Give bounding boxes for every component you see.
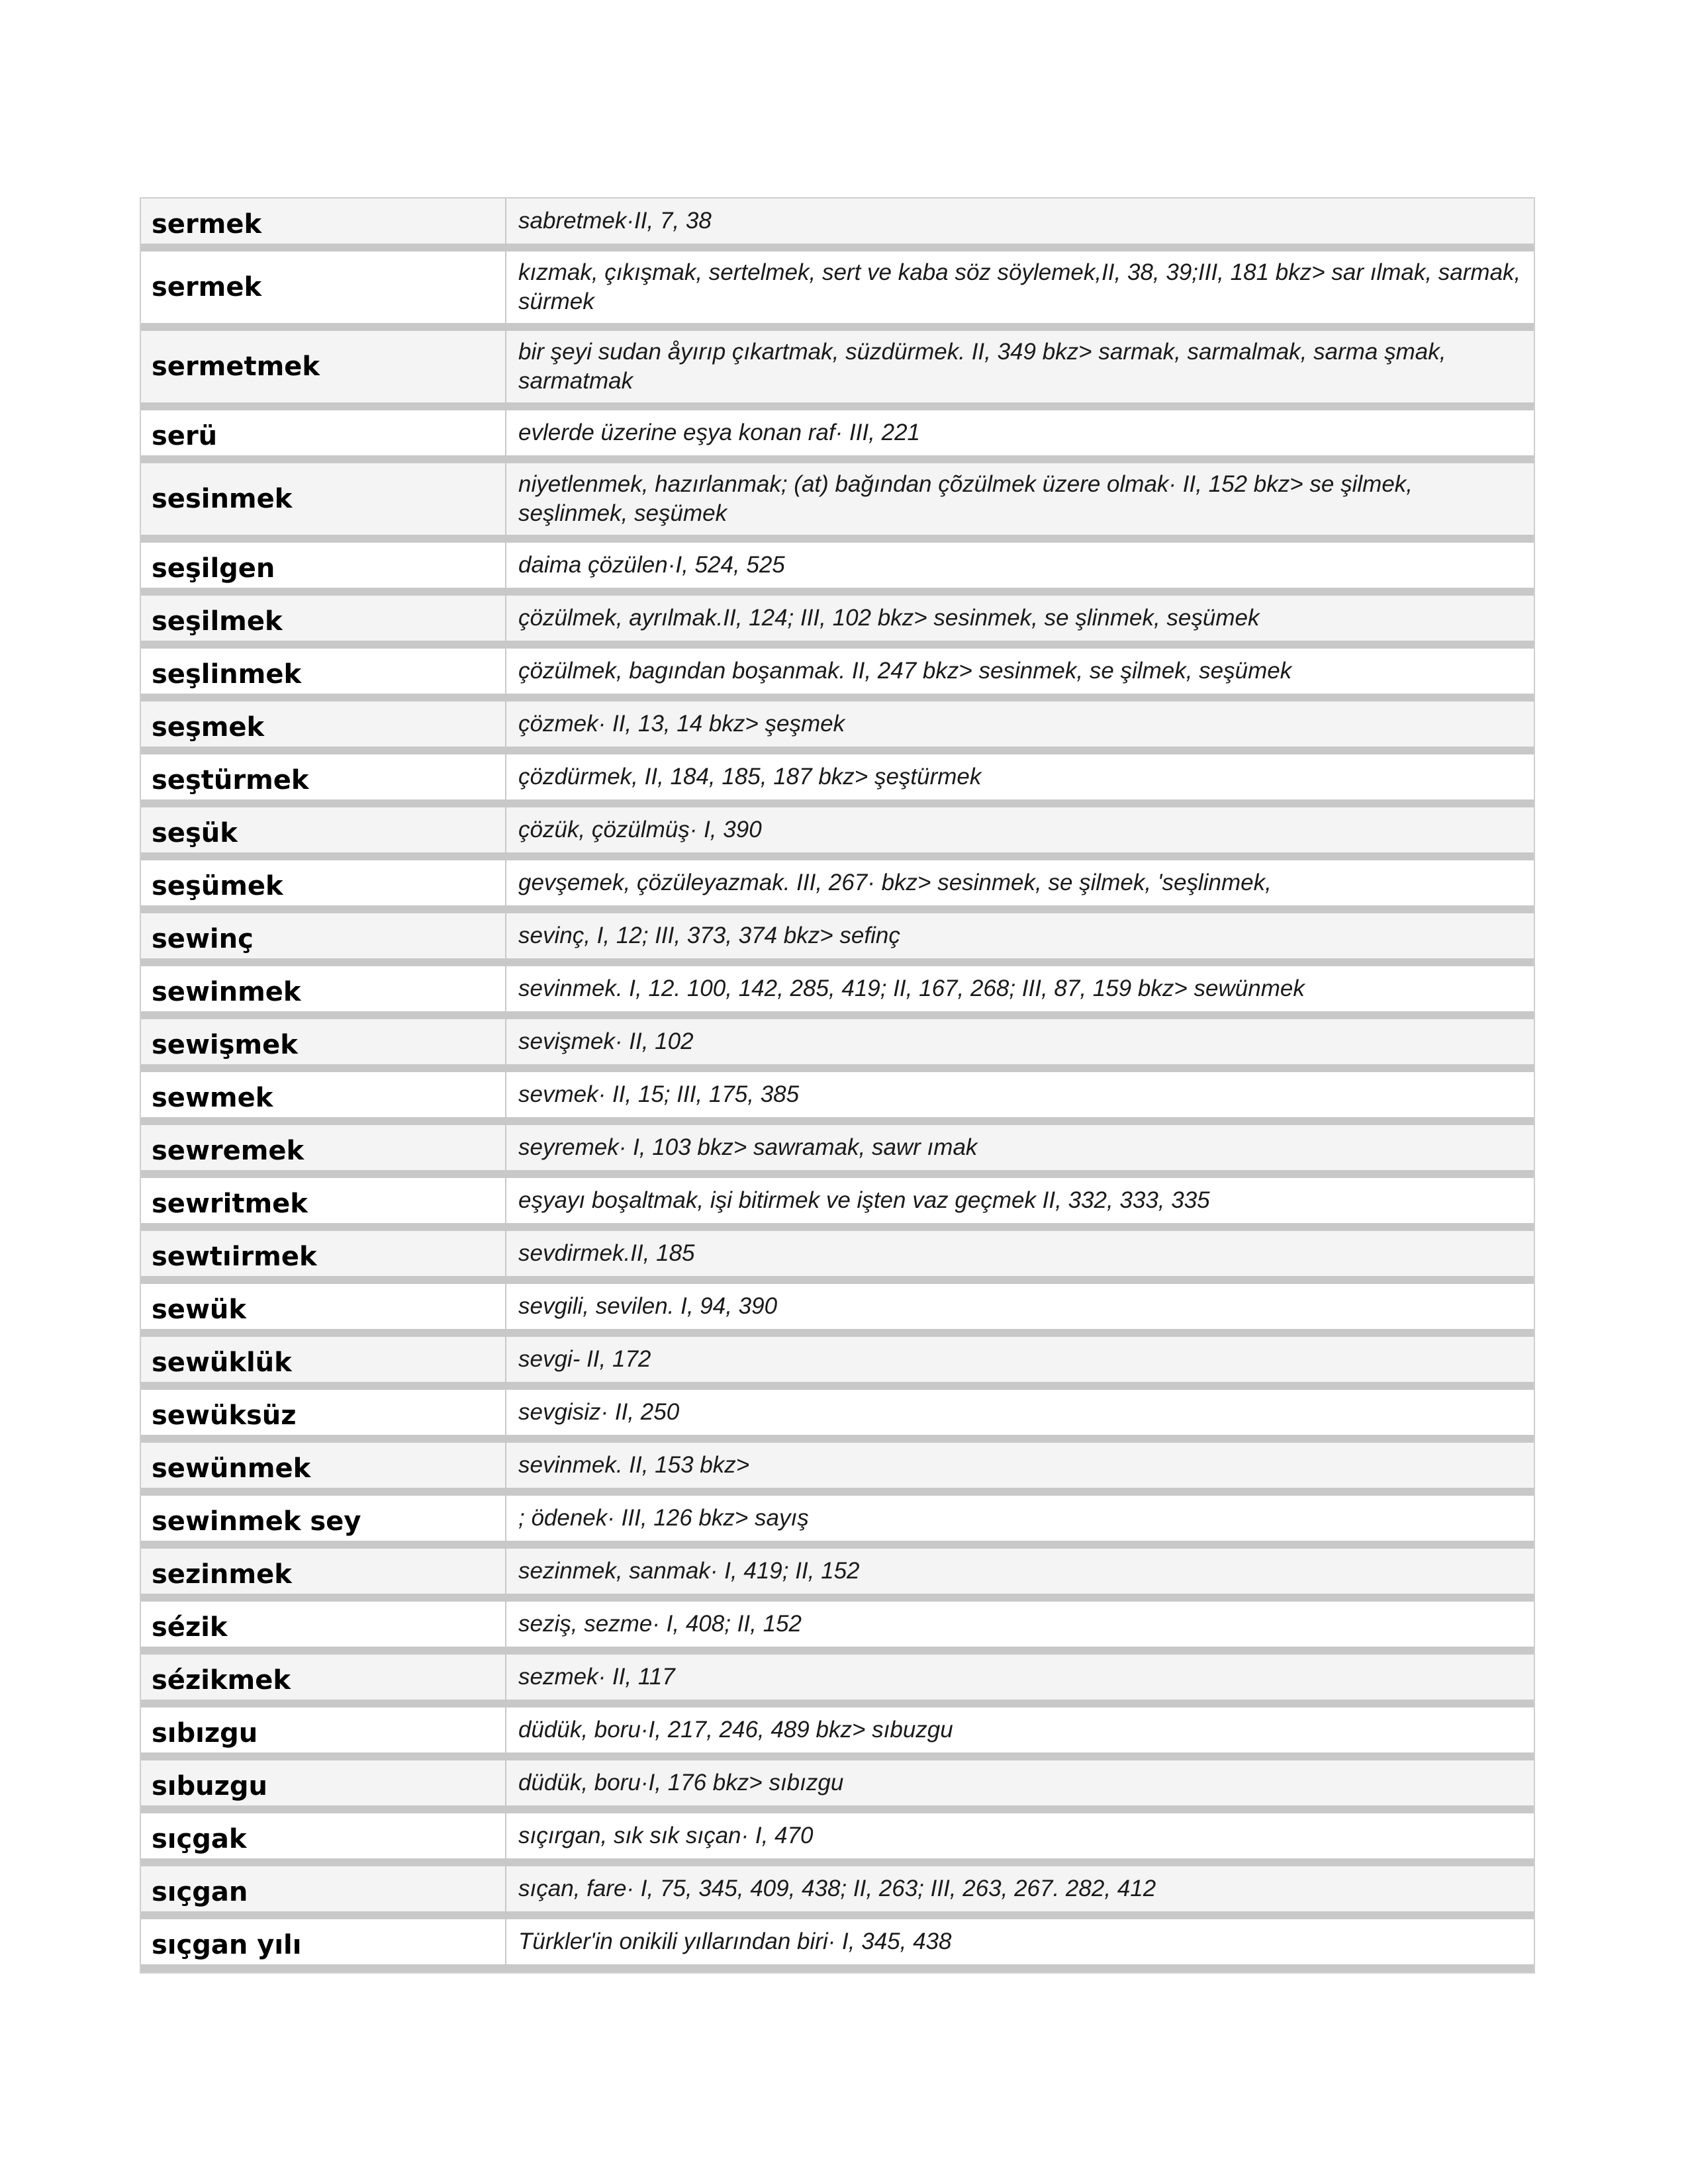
entry-definition: sezinmek, sanmak· I, 419; II, 152 [518, 1558, 860, 1584]
glossary-row [141, 1760, 1534, 1813]
glossary-row [141, 596, 1534, 649]
glossary-row [141, 702, 1534, 754]
entry-definition: sıçırgan, sık sık sıçan· I, 470 [518, 1823, 814, 1848]
entry-definition: sevdirmek.II, 185 [518, 1240, 695, 1266]
entry-term: seşmek [141, 702, 506, 747]
entry-definition: kızmak, çıkışmak, sertelmek, sert ve kaba söz söylemek,II, 38, 39;III, 181 bkz> sar ılmak, sarmak, sürmek [518, 259, 1521, 314]
glossary-row [141, 251, 1534, 331]
entry-definition: sevgisiz· II, 250 [518, 1399, 680, 1425]
entry-definition: sevinmek. II, 153 bkz> [518, 1452, 750, 1478]
entry-term: sézikmek [141, 1655, 506, 1700]
glossary-row [141, 410, 1534, 463]
entry-term: sesinmek [141, 463, 506, 535]
entry-term: sıçgan [141, 1866, 506, 1911]
entry-term: serü [141, 410, 506, 455]
glossary-row [141, 754, 1534, 807]
entry-term: sıbızgu [141, 1707, 506, 1752]
entry-term: sıçgak [141, 1813, 506, 1858]
entry-term: sewinmek sey [141, 1496, 506, 1541]
glossary-row [141, 913, 1534, 966]
glossary-row [141, 966, 1534, 1019]
entry-definition: sevmek· II, 15; III, 175, 385 [518, 1081, 800, 1107]
entry-definition: düdük, boru·I, 176 bkz> sıbızgu [518, 1770, 844, 1796]
glossary-row [141, 1655, 1534, 1707]
entry-definition: bir şeyi sudan åyırıp çıkartmak, süzdürmek. II, 349 bkz> sarmak, sarmalmak, sarma şmak, sarmatmak [518, 339, 1446, 394]
glossary-row [141, 1813, 1534, 1866]
entry-definition: sabretmek·II, 7, 38 [518, 208, 712, 234]
entry-term: sewüksüz [141, 1390, 506, 1435]
entry-definition: çözülmek, bagından boşanmak. II, 247 bkz> sesinmek, se şilmek, seşümek [518, 658, 1292, 684]
entry-definition: eşyayı boşaltmak, işi bitirmek ve işten vaz geçmek II, 332, 333, 335 [518, 1187, 1210, 1213]
glossary-row [141, 331, 1534, 410]
entry-definition: sevişmek· II, 102 [518, 1028, 694, 1054]
entry-definition: evlerde üzerine eşya konan raf· III, 221 [518, 420, 921, 445]
entry-definition: çözük, çözülmüş· I, 390 [518, 817, 762, 842]
entry-definition: gevşemek, çözüleyazmak. III, 267· bkz> sesinmek, se şilmek, 'seşlinmek, [518, 870, 1272, 895]
entry-definition: sevinmek. I, 12. 100, 142, 285, 419; II, 167, 268; III, 87, 159 bkz> sewünmek [518, 976, 1305, 1001]
entry-term: sewmek [141, 1072, 506, 1117]
glossary-row [141, 1231, 1534, 1284]
glossary-row [141, 649, 1534, 702]
entry-term: seştürmek [141, 754, 506, 799]
entry-term: sewremek [141, 1125, 506, 1170]
entry-term: sewritmek [141, 1178, 506, 1223]
glossary-row [141, 1496, 1534, 1549]
glossary-row [141, 1284, 1534, 1337]
entry-term: seşlinmek [141, 649, 506, 694]
entry-definition: sevinç, I, 12; III, 373, 374 bkz> sefinç [518, 923, 900, 948]
entry-term: sewinmek [141, 966, 506, 1011]
entry-term: seşük [141, 807, 506, 852]
entry-definition: sıçan, fare· I, 75, 345, 409, 438; II, 263; III, 263, 267. 282, 412 [518, 1876, 1156, 1901]
glossary-row [141, 1707, 1534, 1760]
glossary-row [141, 1178, 1534, 1231]
entry-term: sermek [141, 199, 506, 244]
glossary-row [141, 1602, 1534, 1655]
entry-definition: Türkler'in onikili yıllarından biri· I, 345, 438 [518, 1929, 952, 1954]
entry-term: seşilmek [141, 596, 506, 641]
glossary-row [141, 1390, 1534, 1443]
glossary-row [141, 543, 1534, 596]
entry-definition: çözdürmek, II, 184, 185, 187 bkz> şeştürmek [518, 764, 982, 790]
entry-definition: niyetlenmek, hazırlanmak; (at) bağından çõzülmek üzere olmak· II, 152 bkz> se şilmek, seşlinmek, seşümek [518, 471, 1413, 526]
entry-term: sewişmek [141, 1019, 506, 1064]
glossary-row [141, 1337, 1534, 1390]
entry-term: sermek [141, 251, 506, 323]
entry-definition: sevgi- II, 172 [518, 1346, 651, 1372]
entry-definition: sevgili, sevilen. I, 94, 390 [518, 1293, 778, 1319]
glossary-row [141, 463, 1534, 543]
entry-term: sewük [141, 1284, 506, 1329]
glossary-row [141, 860, 1534, 913]
glossary-row [141, 1125, 1534, 1178]
glossary-row [141, 807, 1534, 860]
entry-term: sıbuzgu [141, 1760, 506, 1805]
glossary-row [141, 1549, 1534, 1602]
entry-definition: seziş, sezme· I, 408; II, 152 [518, 1611, 802, 1637]
entry-definition: çözmek· II, 13, 14 bkz> şeşmek [518, 711, 845, 737]
entry-term: sıçgan yılı [141, 1919, 506, 1964]
entry-term: sewtıirmek [141, 1231, 506, 1276]
entry-definition: düdük, boru·I, 217, 246, 489 bkz> sıbuzgu [518, 1717, 953, 1743]
entry-definition: sezmek· II, 117 [518, 1664, 675, 1690]
entry-term: seşümek [141, 860, 506, 905]
glossary-table [140, 197, 1535, 1974]
entry-definition: seyremek· I, 103 bkz> sawramak, sawr ımak [518, 1134, 978, 1160]
entry-term: sezinmek [141, 1549, 506, 1594]
entry-term: seşilgen [141, 543, 506, 588]
entry-definition: daima çözülen·I, 524, 525 [518, 552, 785, 578]
glossary-row [141, 1866, 1534, 1919]
glossary-row [141, 1443, 1534, 1496]
entry-term: sewinç [141, 913, 506, 958]
glossary-row [141, 1919, 1534, 1972]
entry-term: sézik [141, 1602, 506, 1647]
glossary-row [141, 1072, 1534, 1125]
entry-definition: çözülmek, ayrılmak.II, 124; III, 102 bkz> sesinmek, se şlinmek, seşümek [518, 605, 1260, 631]
entry-term: sermetmek [141, 331, 506, 402]
entry-term: sewüklük [141, 1337, 506, 1382]
glossary-row [141, 199, 1534, 251]
glossary-row [141, 1019, 1534, 1072]
entry-term: sewünmek [141, 1443, 506, 1488]
entry-definition: ; ödenek· III, 126 bkz> sayış [518, 1505, 809, 1531]
